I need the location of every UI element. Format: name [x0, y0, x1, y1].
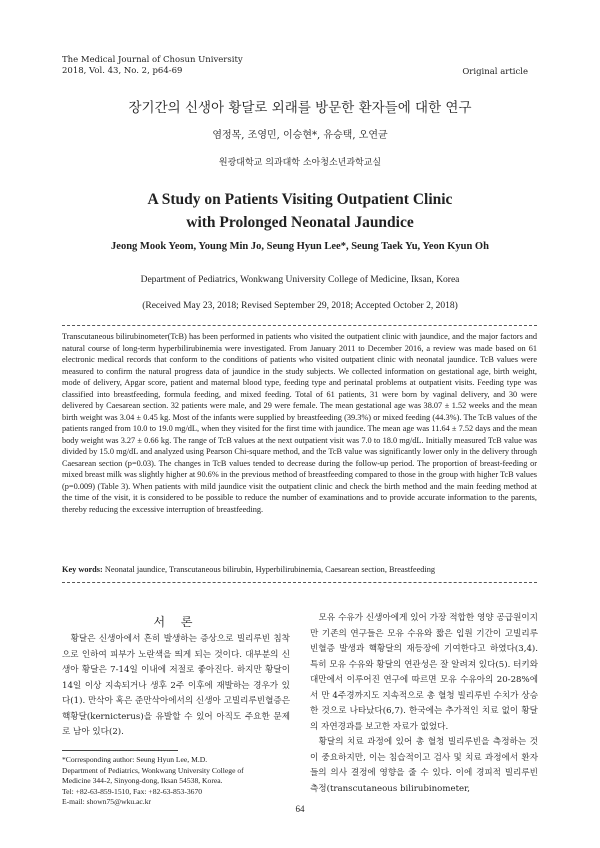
- corr-line: Tel: +82-63-859-1510, Fax: +82-63-853-3670: [62, 786, 203, 796]
- intro-right-column: [310, 611, 538, 797]
- article-type: Original article: [462, 67, 528, 77]
- intro-left-paragraph: [62, 632, 290, 741]
- paragraph: 모유 수유가 신생아에게 있어 가장 적합한 영양 공급원이지만 기존의 연구들은 모유 수유와 짧은 입원 기간이 고빌리루빈혈증 발생과 핵황달의 재등장에 기여한다고 하였다(3,4). 특히 모유 수유와 황달의 연관성은 잘 알려져 있다(5). 터키와 대만에서 이루어진 연구에 따르면 모유 수유아의 20-28%에서 만 4주경까지도 지속적으로 총 혈청 빌리루빈 수치가 상승한 것으로 나타났다(6,7). 한국에는 추가적인 치료 없이 황달의 자연경과를 보고한 자료가 없었다.: [310, 613, 538, 732]
- abstract-top-divider: [62, 325, 537, 326]
- keywords-label: Key words:: [62, 565, 103, 574]
- paragraph: 황달은 신생아에서 흔히 발생하는 증상으로 빌리루빈 침착으로 인하여 피부가 노란색을 띄게 되는 것이다. 대부분의 신생아 황달은 7-14일 이내에 저절로 좋아진다. 하지만 황달이 14일 이상 지속되거나 생후 2주 이후에 재발하는 경우가 있다(1). 만삭아 혹은 준만삭아에서의 신생아 고빌리루빈혈증은 핵황달(kernicterus)을 유발할 수 있어 아직도 주요한 문제로 남아 있다(2).: [62, 634, 290, 737]
- correspondence-footnote: [62, 755, 290, 808]
- english-title: [0, 188, 600, 234]
- corr-email: E-mail: shown75@wku.ac.kr: [62, 797, 152, 806]
- abstract-text: Transcutaneous bilirubinometer(TcB) has been performed in patients who visited the outpatient clinic with jaundice, and the major factors and natural course of long-term hyperbilirubinemia were investigated. From January 2011 to December 2016, a review was made based on 61 electronic medical records that conform to the conditions of patients who visited outpatient clinic with neonatal jaundice. TcB values were measured to confirm the natural progress data of jaundice in the study subjects. We collected information on gestational age, birth weight, mode of delivery, Apgar score, patient and maternal blood type, feeding type and perinatal problems at outpatient visits. Feeding type was classified into breastfeeding, formula feeding, and mixed feeding. Total of 61 patients, 31 were born by vaginal delivery, and 30 were delivered by Caesarean section. 32 patients were male, and 29 were female. The mean gestational age was 38.07 ± 1.52 weeks and the mean birth weight was 3.04 ± 0.45 kg. Most of the infants were supplied by breastfeeding (39.3%) or mixed feeding (44.3%). The TcB values of the patients ranged from 10.0 to 19.0 mg/dL, when they visited for the first time with jaundice. The mean age was 11.64 ± 7.52 days and the mean body weight was 3.27 ± 0.66 kg. The range of TcB values at the next outpatient visit was 7.0 to 18.0 mg/dL. Initially measured TcB value was divided by 15.0 mg/dL and analyzed using Pearson Chi-square method, and the TcB value was significantly lower only in the delivery through Caesarean section (p=0.03). The changes in TcB values tended to decrease during the follow-up period. The proportion of breast-feeding or mixed breast milk was slightly higher at 90.6% in the previous method of breastfeeding compared to those in the group with higher TcB values (p=0.009) (Table 3). When patients with mild jaundice visit the outpatient clinic and check the birth method and the main feeding method at the time of the visit, it is considered to be possible to reduce the number of examinations and to provide accurate information to the parents, thereby reducing the excessive interruption of breastfeeding.: [62, 332, 537, 514]
- korean-title: 장기간의 신생아 황달로 외래를 방문한 환자들에 대한 연구: [128, 100, 472, 116]
- paragraph: 황달의 치료 과정에 있어 총 혈청 빌리루빈을 측정하는 것이 중요하지만, 이는 침습적이고 검사 및 치료 과정에서 환자들의 의사 결정에 영향을 줄 수 있다. 이에 경피적 빌리루빈 측정(transcutaneous bilirubinometer,: [310, 737, 538, 794]
- corr-line: *Corresponding author: Seung Hyun Lee, M.D.: [62, 755, 208, 764]
- english-authors: Jeong Mook Yeom, Young Min Jo, Seung Hyun Lee*, Seung Taek Yu, Yeon Kyun Oh: [111, 241, 489, 252]
- english-title-line1: A Study on Patients Visiting Outpatient Clinic: [147, 191, 453, 208]
- corr-line: Medicine 344-2, Sinyong-dong, Iksan 54538, Korea.: [62, 776, 223, 785]
- received-dates: (Received May 23, 2018; Revised September 29, 2018; Accepted October 2, 2018): [142, 301, 458, 311]
- korean-affiliation: 원광대학교 의과대학 소아청소년과학교실: [218, 158, 382, 168]
- journal-citation: [62, 55, 243, 77]
- page-number: 64: [295, 804, 305, 814]
- section-title-introduction: 서 론: [153, 615, 199, 629]
- journal-name: The Medical Journal of Chosun University: [62, 55, 243, 65]
- english-affiliation: Department of Pediatrics, Wonkwang University College of Medicine, Iksan, Korea: [140, 275, 460, 285]
- keywords: [62, 564, 537, 575]
- footnote-divider: [62, 750, 178, 751]
- korean-authors: 염정목, 조영민, 이승현*, 유승택, 오연균: [212, 130, 388, 141]
- corr-line: Department of Pediatrics, Wonkwang University College of: [62, 765, 244, 775]
- english-title-line2: with Prolonged Neonatal Jaundice: [186, 214, 414, 231]
- keywords-text: Neonatal jaundice, Transcutaneous bilirubin, Hyperbilirubinemia, Caesarean section, Breastfeeding: [104, 565, 436, 574]
- abstract-bottom-divider: [62, 582, 537, 583]
- journal-volume: 2018, Vol. 43, No. 2, p64-69: [62, 66, 183, 76]
